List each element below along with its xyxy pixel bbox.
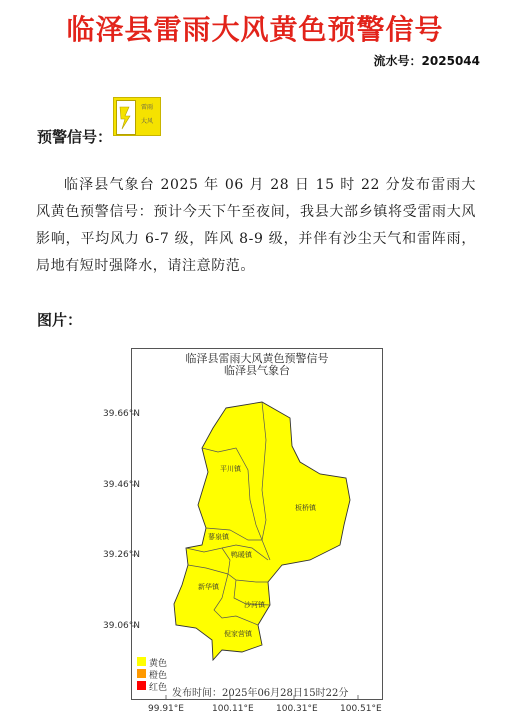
lat-label: 39.06°N	[103, 621, 140, 631]
lat-label: 39.66°N	[103, 409, 140, 419]
legend-swatch	[137, 657, 146, 666]
warning-paragraph: 临泽县气象台 2025 年 06 月 28 日 15 时 22 分发布雷雨大风黄色预警信号：预计今天下午至夜间，我县大部乡镇将受雷雨大风影响，平均风力 6-7 级，阵风 8-9 级，并伴有沙尘天气和雷阵雨，局地有短时强降水，请注意防范。	[36, 177, 476, 274]
signal-label: 预警信号：	[37, 128, 113, 146]
county-region	[174, 402, 350, 660]
map-title: 临泽县雷雨大风黄色预警信号	[185, 352, 329, 365]
issue-time: 发布时间：2025年06月28日15时22分	[172, 688, 349, 699]
town-label-pingchuan: 平川镇	[220, 465, 241, 473]
town-label-banqiao: 板桥镇	[295, 504, 316, 512]
map-subtitle: 临泽县气象台	[224, 364, 290, 377]
town-label-xinhua: 新华镇	[198, 583, 219, 591]
legend-label: 黄色	[149, 659, 168, 669]
picture-label: 图片：	[37, 311, 83, 329]
lat-label: 39.46°N	[103, 480, 140, 490]
legend-swatch	[137, 681, 146, 690]
legend-label: 红色	[149, 683, 168, 693]
document-title: 临泽县雷雨大风黄色预警信号	[66, 13, 444, 46]
serial-number: 流水号：2025044	[373, 54, 480, 68]
lat-label: 39.26°N	[103, 550, 140, 560]
legend-label: 橙色	[149, 671, 168, 681]
town-label-yanuan: 鸭暖镇	[231, 551, 252, 559]
lon-label: 100.31°E	[276, 704, 318, 714]
town-label-shahe: 沙河镇	[244, 601, 265, 609]
lon-label: 100.11°E	[212, 704, 254, 714]
signal-icon-text-1: 雷雨	[140, 104, 153, 111]
signal-icon-text-2: 大风	[140, 118, 153, 125]
town-label-nijiaying: 倪家营镇	[224, 630, 252, 638]
legend-swatch	[137, 669, 146, 678]
lon-label: 99.91°E	[148, 704, 184, 714]
lon-label: 100.51°E	[340, 704, 382, 714]
town-label-liaoquan: 蓼泉镇	[208, 533, 229, 541]
